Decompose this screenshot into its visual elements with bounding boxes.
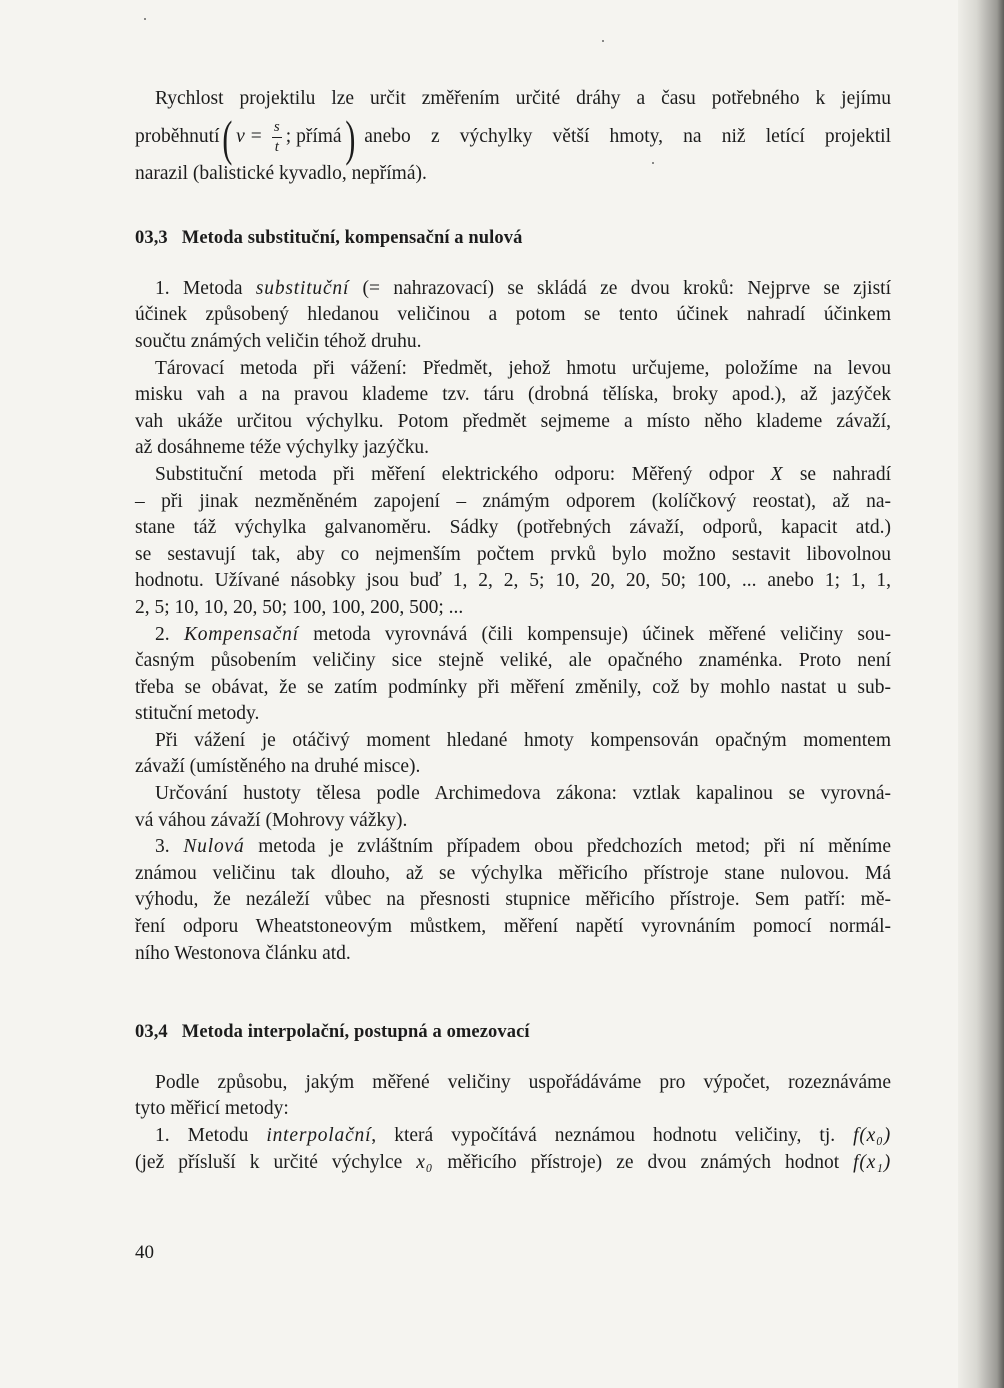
section-title: Metoda substituční, kompensační a nulová: [181, 228, 523, 249]
paragraph-line: stituční metody.: [135, 703, 260, 725]
paragraph-line: závaží (umístěného na druhé misce).: [135, 756, 421, 778]
paragraph-line: Při vážení je otáčivý moment hledané hmoty kompensován opačným momentem: [155, 729, 891, 751]
section-number: 03,4: [135, 1022, 168, 1043]
paragraph-line: [135, 622, 891, 649]
text-run: 1. Metoda: [155, 277, 256, 299]
fraction-numerator: s: [273, 119, 280, 136]
formula-suffix: ; přímá: [285, 126, 342, 148]
paragraph-line: misku vah a na pravou klademe tzv. táru (drobná tělíska, broky apod.), až jazýček: [135, 384, 891, 406]
paragraph-text: anebo z výchylky větší hmoty, na niž letící projektil: [364, 126, 891, 148]
right-paren: ): [344, 109, 355, 166]
paragraph-line: [135, 834, 891, 861]
paragraph-line: ření odporu Wheatstoneovým můstkem, měření napětí vyrovnáním pomocí normál-: [135, 916, 891, 938]
formula-line: [135, 109, 891, 167]
paragraph-line: [135, 1123, 891, 1150]
paragraph-line: 2, 5; 10, 10, 20, 50; 100, 100, 200, 500; ...: [135, 596, 464, 618]
paragraph-line: se sestavují tak, aby co nejmenším počtem prvků bylo možno sestavit libovolnou: [135, 543, 891, 565]
paragraph-line: Rychlost projektilu lze určit změřením určité dráhy a času potřebného k jejímu: [155, 88, 891, 109]
paragraph-line: [135, 462, 891, 489]
math-x0: x₀: [416, 1151, 434, 1173]
paragraph-line: hodnotu. Užívané násobky jsou buď 1, 2, 2, 5; 10, 20, 20, 50; 100, ... anebo 1; 1, 1,: [135, 570, 891, 592]
formula-var-v: v: [236, 126, 245, 148]
paragraph-line: třeba se obávat, že se zatím podmínky při měření změnily, což by mohlo nastat u sub-: [135, 676, 891, 698]
fraction-bar: [272, 137, 282, 138]
text-run: měřicího přístroje) ze dvou známých hodnot: [433, 1151, 854, 1173]
math-f-x1: f(x₁): [853, 1151, 891, 1173]
paragraph-line: [135, 1150, 891, 1177]
page-number: 40: [135, 1242, 154, 1263]
page-body: [135, 86, 891, 1176]
italic-term: interpolační: [266, 1125, 372, 1146]
formula-fraction: [272, 120, 282, 155]
paper-speck: [602, 40, 604, 42]
paragraph-line: [135, 276, 891, 303]
italic-term: Kompensační: [183, 623, 299, 645]
paragraph-line: ního Westonova článku atd.: [135, 942, 351, 964]
text-run: metoda je zvláštním případem obou předchozích metod; při ní měníme: [244, 836, 891, 858]
italic-term: Nulová: [183, 836, 245, 858]
paragraph-line: až dosáhneme téže výchylky jazýčku.: [135, 437, 429, 459]
section-number: 03,3: [135, 228, 168, 249]
paragraph-line: stane táž výchylka galvanoměru. Sádky (potřebných závaží, odporů, kapacit atd.): [135, 517, 891, 539]
paragraph-line: známou veličinu tak dlouho, až se výchylka měřicího přístroje stane nulovou. Má: [135, 862, 891, 884]
paragraph-line: součtu známých veličin téhož druhu.: [135, 330, 422, 352]
text-run: (= nahrazovací) se skládá ze dvou kroků: Nejprve se zjistí: [349, 277, 891, 299]
paragraph-line: Podle způsobu, jakým měřené veličiny uspořádáváme pro výpočet, rozeznáváme: [155, 1071, 891, 1093]
paragraph-line: vah ukáže určitou výchylku. Potom předmět sejmeme a místo něho klademe závaží,: [135, 410, 891, 432]
paragraph-line: tyto měřicí metody:: [135, 1098, 289, 1120]
text-run: 3.: [155, 836, 184, 858]
math-f-x0: f(x₀): [853, 1125, 891, 1146]
paragraph-line: Tárovací metoda při vážení: Předmět, jehož hmotu určujeme, položíme na levou: [155, 357, 891, 379]
velocity-formula: [219, 109, 358, 166]
page-edge-shadow: [958, 0, 1004, 1388]
formula-equals: =: [250, 126, 262, 148]
text-run: (jež přísluší k určité výchylce: [135, 1151, 417, 1173]
section-heading-034: [135, 1019, 891, 1046]
paper-speck: [144, 18, 146, 20]
text-run: 1. Metodu: [155, 1125, 267, 1146]
text-run: , která vypočítává neznámou hodnotu veličiny, tj.: [371, 1125, 854, 1146]
paragraph-text: proběhnutí: [135, 126, 220, 148]
left-paren: (: [222, 109, 233, 166]
paragraph-line: výhodu, že nezáleží vůbec na přesnosti stupnice měřicího přístroje. Sem patří: mě-: [135, 889, 891, 911]
text-run: se nahradí: [783, 463, 891, 485]
paragraph-line: účinek způsobený hledanou veličinou a potom se tento účinek nahradí účinkem: [135, 304, 891, 326]
paragraph-line: – při jinak nezměněném zapojení – známým odporem (kolíčkový reostat), až na-: [135, 490, 891, 512]
paragraph-line: vá váhou závaží (Mohrovy vážky).: [135, 809, 408, 831]
text-run: Substituční metoda při měření elektrického odporu: Měřený odpor: [155, 463, 771, 485]
fraction-denominator: t: [274, 139, 279, 156]
section-heading-033: [135, 225, 891, 252]
paragraph-line: narazil (balistické kyvadlo, nepřímá).: [135, 162, 427, 184]
text-run: 2.: [155, 623, 184, 645]
italic-term: substituční: [255, 277, 350, 299]
section-title: Metoda interpolační, postupná a omezovací: [181, 1022, 530, 1043]
paragraph-line: Určování hustoty tělesa podle Archimedova zákona: vztlak kapalinou se vyrovná-: [155, 783, 891, 805]
paragraph-line: časným působením veličiny sice stejně veliké, ale opačného znaménka. Proto není: [135, 650, 891, 672]
variable-X: X: [770, 463, 784, 485]
paper-speck: [652, 162, 654, 164]
text-run: metoda vyrovnává (čili kompensuje) účinek měřené veličiny sou-: [298, 623, 891, 645]
